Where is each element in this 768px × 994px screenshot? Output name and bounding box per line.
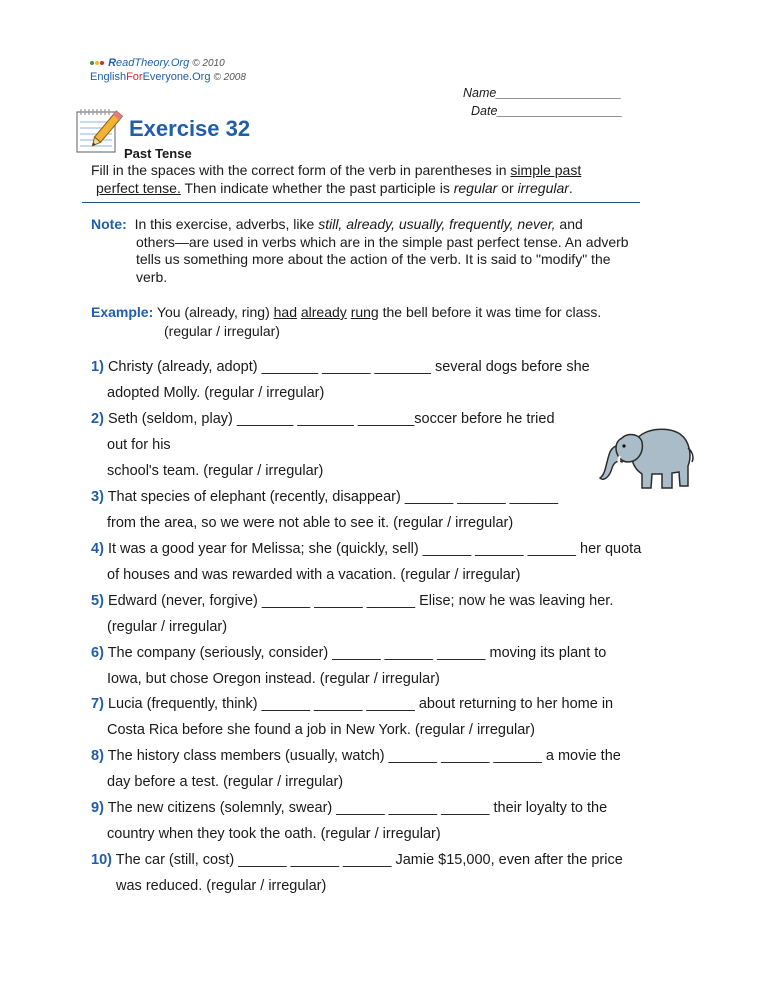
list-item: 7) Lucia (frequently, think) ______ ______ ______ about returning to her home in Costa Rica before she found a job in New York. (regular / irregular) bbox=[91, 696, 614, 738]
list-item: 9) The new citizens (solemnly, swear) ______ ______ ______ their loyalty to the country when they took the oath. (regular / irregular) bbox=[91, 800, 608, 842]
exercise-title: Exercise 32 bbox=[129, 116, 251, 141]
brand-readtheory: ReadTheory.Org © 2010 bbox=[90, 57, 225, 69]
instructions: Fill in the spaces with the correct form of the verb in parentheses in simple past perfect tense. Then indicate whether the past participle is regular or irregular. bbox=[91, 162, 582, 196]
list-item: 6) The company (seriously, consider) ______ ______ ______ moving its plant to Iowa, but chose Oregon instead. (regular / irregular) bbox=[91, 645, 607, 687]
exercise-subtitle: Past Tense bbox=[124, 146, 192, 161]
list-item: 2) Seth (seldom, play) _______ _______ _______soccer before he tried out for his school's team. (regular / irregular) bbox=[91, 411, 555, 479]
brand-englishforeveryone: EnglishForEveryone.Org © 2008 bbox=[90, 71, 246, 83]
list-item: 10) The car (still, cost) ______ ______ ______ Jamie $15,000, even after the price was reduced. (regular / irregular) bbox=[91, 852, 623, 894]
list-item: 8) The history class members (usually, watch) ______ ______ ______ a movie the day before a test. (regular / irregular) bbox=[91, 748, 621, 790]
example-block: Example: You (already, ring) had already rung the bell before it was time for class. (regular / irregular) bbox=[91, 304, 602, 339]
divider bbox=[82, 202, 640, 203]
list-item: 3) That species of elephant (recently, disappear) ______ ______ ______ from the area, so we were not able to see it. (regular / irregular) bbox=[91, 489, 559, 531]
notepad-pencil-icon bbox=[74, 106, 126, 156]
note-block: Note: In this exercise, adverbs, like still, already, usually, frequently, never, and others—are used in verbs which are in the simple past perfect tense. An adverb tells us something more about the action of the verb. It is said to "modify" the verb. bbox=[91, 216, 629, 285]
name-field[interactable]: Name__________________ bbox=[463, 86, 622, 100]
list-item: 5) Edward (never, forgive) ______ ______ ______ Elise; now he was leaving her. (regular / irregular) bbox=[91, 593, 614, 635]
list-item: 4) It was a good year for Melissa; she (quickly, sell) ______ ______ ______ her quota of houses and was rewarded with a vacation. (regular / irregular) bbox=[91, 541, 642, 583]
list-item: 1) Christy (already, adopt) _______ ______ _______ several dogs before she adopted Molly. (regular / irregular) bbox=[91, 359, 590, 401]
brand-dots bbox=[90, 57, 108, 69]
date-field[interactable]: Date__________________ bbox=[471, 104, 623, 118]
